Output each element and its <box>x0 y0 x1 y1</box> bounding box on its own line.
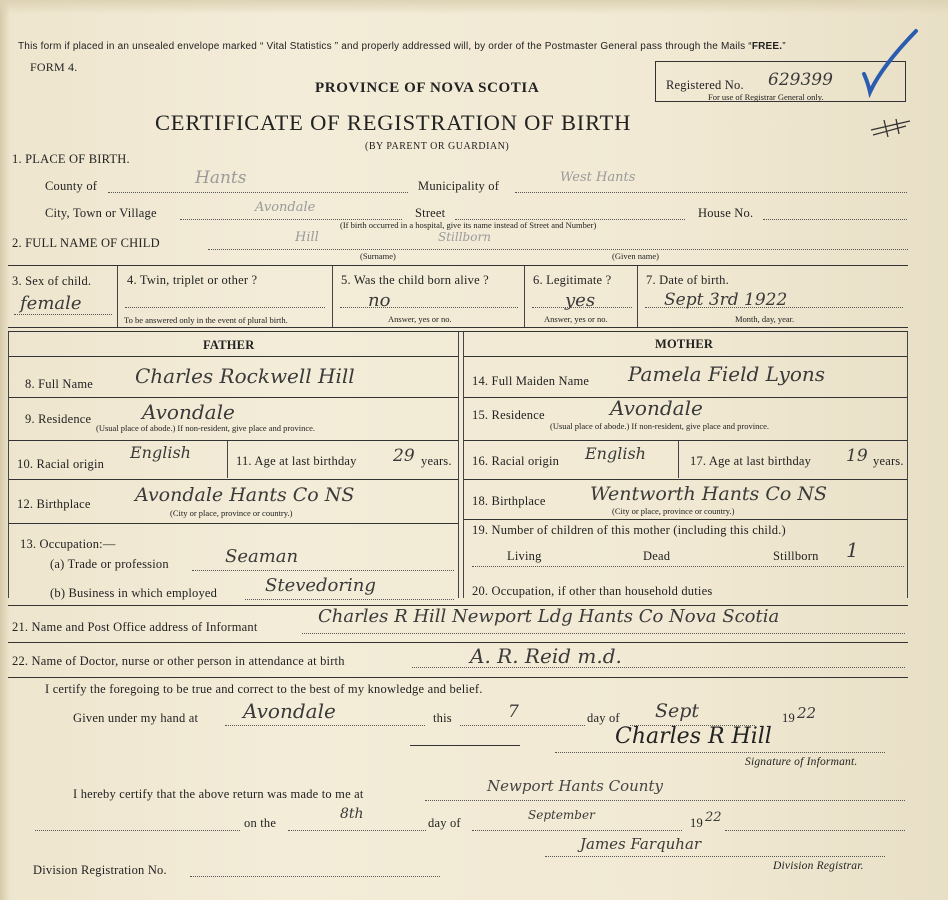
house-line <box>763 219 907 220</box>
county-label: County of <box>45 179 98 193</box>
mother-residence-note: (Usual place of abode.) If non-resident, give place and province. <box>550 421 770 431</box>
mother-name-label: 14. Full Maiden Name <box>472 374 590 388</box>
twin-note: To be answered only in the event of plural birth. <box>124 315 288 325</box>
given-note: (Given name) <box>612 251 659 261</box>
mother-years: years. <box>873 454 904 468</box>
parents-center-rule-b <box>463 332 464 598</box>
mother-children-label: 19. Number of children of this mother (including this child.) <box>472 523 786 537</box>
date-note: Month, day, year. <box>735 314 795 324</box>
child-given-value: Stillborn <box>438 230 491 244</box>
county-value: Hants <box>195 168 247 188</box>
province-heading: PROVINCE OF NOVA SCOTIA <box>315 80 540 96</box>
father-race-label: 10. Racial origin <box>17 457 105 471</box>
given-day-value: 7 <box>508 702 519 722</box>
registrar-month-line <box>472 830 682 831</box>
date-value: Sept 3rd 1922 <box>664 290 788 310</box>
father-business-value: Stevedoring <box>265 575 376 596</box>
sex-label: 3. Sex of child. <box>12 274 92 288</box>
mother-age-value: 19 <box>846 446 868 466</box>
mother-heading-rule <box>464 356 907 357</box>
mother-residence-value: Avondale <box>610 396 703 420</box>
municipality-value: West Hants <box>560 170 636 185</box>
place-heading: 1. PLACE OF BIRTH. <box>12 152 130 166</box>
father-race-divider <box>227 441 228 478</box>
legit-line <box>532 307 632 308</box>
given-year-value: 22 <box>797 704 817 722</box>
checkmark-icon <box>850 28 925 98</box>
father-occupation-label: 13. Occupation:— <box>20 537 116 551</box>
father-birthplace-note: (City or place, province or country.) <box>170 508 293 518</box>
page-subtitle: (BY PARENT OR GUARDIAN) <box>365 141 510 152</box>
row3-top-rule <box>8 265 908 266</box>
mother-stillborn-value: 1 <box>846 538 859 562</box>
street-note: (If birth occurred in a hospital, give its name instead of Street and Number) <box>340 220 597 230</box>
county-line <box>108 192 408 193</box>
registrar-day-value: 8th <box>340 806 364 822</box>
division-registration-label: Division Registration No. <box>33 863 167 877</box>
father-birthplace-label: 12. Birthplace <box>17 497 91 511</box>
registrar-year-value: 22 <box>705 810 722 825</box>
doctor-rule <box>8 677 908 678</box>
sex-line <box>14 314 112 315</box>
parents-left-rule <box>8 332 9 598</box>
given-place-value: Avondale <box>243 699 336 723</box>
parents-center-rule-a <box>458 332 459 598</box>
city-label: City, Town or Village <box>45 206 157 220</box>
father-row4-rule <box>9 523 458 524</box>
registrar-text: I hereby certify that the above return was made to me at <box>73 787 364 801</box>
informant-line <box>302 633 905 634</box>
mother-residence-label: 15. Residence <box>472 408 545 422</box>
mother-row3-rule <box>464 479 907 480</box>
registrar-mark-icon <box>868 117 914 139</box>
mother-race-label: 16. Racial origin <box>472 454 560 468</box>
mail-note-end: ” <box>782 41 786 52</box>
father-row1-rule <box>9 397 458 398</box>
house-label: House No. <box>698 206 754 220</box>
twin-label: 4. Twin, triplet or other ? <box>127 273 258 287</box>
informant-rule <box>8 642 908 643</box>
registrar-on-label: on the <box>244 816 277 830</box>
registrar-place-value: Newport Hants County <box>487 777 663 795</box>
paper-edge-top <box>0 0 948 14</box>
given-label: Given under my hand at <box>73 711 199 725</box>
row3-divider-2 <box>332 266 333 327</box>
registrar-day-line <box>288 830 426 831</box>
alive-label: 5. Was the child born alive ? <box>341 273 489 287</box>
certify-text: I certify the foregoing to be true and correct to the best of my knowledge and belief. <box>45 682 483 696</box>
alive-note: Answer, yes or no. <box>388 314 452 324</box>
mother-occupation-label: 20. Occupation, if other than household duties <box>472 584 713 598</box>
father-row2-rule <box>9 440 458 441</box>
father-residence-note: (Usual place of abode.) If non-resident, give place and province. <box>96 423 316 433</box>
doctor-label: 22. Name of Doctor, nurse or other person in attendance at birth <box>12 654 345 668</box>
mother-dead-label: Dead <box>643 549 671 563</box>
parents-top-rule <box>8 331 908 332</box>
parents-right-rule <box>907 332 908 598</box>
mother-row2-rule <box>464 440 907 441</box>
informant-signature-caption: Signature of Informant. <box>745 756 858 768</box>
city-value: Avondale <box>255 200 316 215</box>
informant-label: 21. Name and Post Office address of Informant <box>12 620 258 634</box>
date-line <box>645 307 903 308</box>
father-heading-rule <box>9 356 458 357</box>
mother-race-value: English <box>585 444 646 463</box>
father-age-value: 29 <box>393 446 415 466</box>
father-race-value: English <box>130 443 191 462</box>
municipality-line <box>515 192 907 193</box>
alive-line <box>340 307 518 308</box>
street-label: Street <box>415 206 446 220</box>
registrar-signature-line <box>545 856 885 857</box>
father-birthplace-value: Avondale Hants Co NS <box>135 484 355 506</box>
given-year-prefix: 19 <box>782 711 795 725</box>
child-surname-value: Hill <box>295 230 319 245</box>
father-heading: FATHER <box>203 338 255 352</box>
registrar-dayof-label: day of <box>428 816 461 830</box>
mother-stillborn-label: Stillborn <box>773 549 819 563</box>
division-registration-line <box>190 876 440 877</box>
father-residence-value: Avondale <box>142 400 235 424</box>
father-trade-label: (a) Trade or profession <box>50 557 169 571</box>
form-number: FORM 4. <box>30 60 78 74</box>
municipality-label: Municipality of <box>418 179 500 193</box>
doctor-line <box>412 667 905 668</box>
dayof-label: day of <box>587 711 620 725</box>
date-label: 7. Date of birth. <box>646 273 729 287</box>
mother-birthplace-note: (City or place, province or country.) <box>612 506 735 516</box>
registered-number: 629399 <box>768 70 833 90</box>
child-name-label: 2. FULL NAME OF CHILD <box>12 236 160 250</box>
page-title: CERTIFICATE OF REGISTRATION OF BIRTH <box>155 110 632 135</box>
registrar-year-prefix: 19 <box>690 816 703 830</box>
registrar-signature: James Farquhar <box>580 835 702 853</box>
registered-note: For use of Registrar General only. <box>708 92 824 102</box>
mother-name-value: Pamela Field Lyons <box>628 362 826 386</box>
mother-race-divider <box>678 441 679 478</box>
father-age-label: 11. Age at last birthday <box>236 454 357 468</box>
father-name-value: Charles Rockwell Hill <box>135 364 355 388</box>
row3-bottom-rule <box>8 327 908 328</box>
father-trade-line <box>192 570 454 571</box>
given-day-line <box>460 725 585 726</box>
row3-divider-3 <box>524 266 525 327</box>
informant-signature: Charles R Hill <box>615 724 772 749</box>
mother-row4-rule <box>464 519 907 520</box>
registrar-month-value: September <box>528 808 595 822</box>
this-label: this <box>433 711 452 725</box>
given-place-line <box>225 725 425 726</box>
mother-birthplace-label: 18. Birthplace <box>472 494 546 508</box>
mother-living-label: Living <box>507 549 542 563</box>
registrar-year-line <box>725 830 905 831</box>
mother-children-line <box>472 566 904 567</box>
registered-label: Registered No. <box>666 78 744 92</box>
mother-birthplace-value: Wentworth Hants Co NS <box>590 483 828 505</box>
alive-value: no <box>368 290 391 311</box>
mail-free: FREE. <box>751 41 783 52</box>
informant-value: Charles R Hill Newport Ldg Hants Co Nova Scotia <box>318 606 780 627</box>
mail-note-text: This form if placed in an unsealed envelope marked “ Vital Statistics ” and properly addressed will, by order of the Postmaster General pass through the Mails “ <box>18 41 752 52</box>
row3-divider-4 <box>637 266 638 327</box>
doctor-value: A. R. Reid m.d. <box>470 644 622 668</box>
informant-signature-line <box>555 752 885 753</box>
father-name-label: 8. Full Name <box>25 377 94 391</box>
twin-line <box>125 307 325 308</box>
mother-age-label: 17. Age at last birthday <box>690 454 812 468</box>
surname-note: (Surname) <box>360 251 396 261</box>
certify-short-rule <box>410 745 520 746</box>
father-trade-value: Seaman <box>225 546 299 567</box>
row3-divider-1 <box>117 266 118 327</box>
legit-label: 6. Legitimate ? <box>533 273 612 287</box>
father-business-line <box>245 599 454 600</box>
father-years: years. <box>421 454 452 468</box>
given-month-value: Sept <box>655 700 700 722</box>
father-row3-rule <box>9 479 458 480</box>
child-name-line <box>208 249 908 250</box>
registrar-leading-line <box>35 830 240 831</box>
legit-note: Answer, yes or no. <box>544 314 608 324</box>
mother-heading: MOTHER <box>655 337 714 351</box>
sex-value: female <box>20 293 82 314</box>
mail-note <box>18 41 786 52</box>
legit-value: yes <box>565 290 596 311</box>
father-business-label: (b) Business in which employed <box>50 586 218 600</box>
father-residence-label: 9. Residence <box>25 412 92 426</box>
registrar-place-line <box>425 800 905 801</box>
registrar-caption: Division Registrar. <box>773 860 864 872</box>
